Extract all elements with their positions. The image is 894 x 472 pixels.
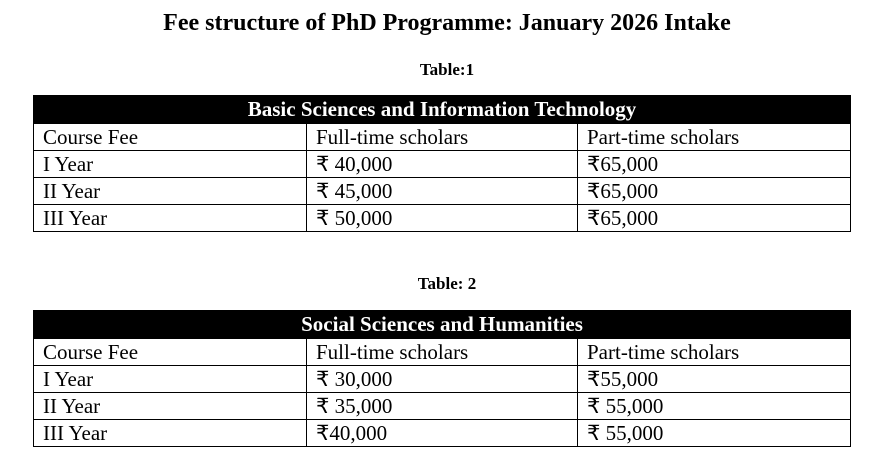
table-row xyxy=(34,366,851,393)
cell: ₹ 30,000 xyxy=(307,366,578,393)
table-header-row xyxy=(34,124,851,151)
column-header: Full-time scholars xyxy=(307,339,578,366)
column-header: Course Fee xyxy=(34,124,307,151)
cell: ₹65,000 xyxy=(578,178,851,205)
fee-table-basic-sciences xyxy=(33,95,851,232)
table-header-row xyxy=(34,339,851,366)
cell: ₹ 40,000 xyxy=(307,151,578,178)
table-row xyxy=(34,178,851,205)
table-1-caption: Table:1 xyxy=(419,60,475,79)
column-header: Full-time scholars xyxy=(307,124,578,151)
cell: ₹ 35,000 xyxy=(307,393,578,420)
cell: ₹40,000 xyxy=(307,420,578,447)
cell: ₹ 45,000 xyxy=(307,178,578,205)
table-row xyxy=(34,205,851,232)
cell: III Year xyxy=(34,420,307,447)
cell: ₹55,000 xyxy=(578,366,851,393)
cell: II Year xyxy=(34,178,307,205)
page-title: Fee structure of PhD Programme: January 2026 Intake xyxy=(163,10,731,36)
cell: ₹65,000 xyxy=(578,151,851,178)
cell: I Year xyxy=(34,366,307,393)
table-row xyxy=(34,420,851,447)
cell: ₹ 55,000 xyxy=(578,420,851,447)
table-row xyxy=(34,393,851,420)
column-header: Part-time scholars xyxy=(578,124,851,151)
table-row xyxy=(34,151,851,178)
column-header: Part-time scholars xyxy=(578,339,851,366)
cell: ₹ 50,000 xyxy=(307,205,578,232)
cell: I Year xyxy=(34,151,307,178)
table-heading: Basic Sciences and Information Technology xyxy=(34,96,851,124)
fee-table-social-sciences xyxy=(33,310,851,447)
cell: ₹ 55,000 xyxy=(578,393,851,420)
table-2-caption: Table: 2 xyxy=(417,274,477,293)
column-header: Course Fee xyxy=(34,339,307,366)
cell: III Year xyxy=(34,205,307,232)
cell: ₹65,000 xyxy=(578,205,851,232)
table-heading: Social Sciences and Humanities xyxy=(34,311,851,339)
cell: II Year xyxy=(34,393,307,420)
